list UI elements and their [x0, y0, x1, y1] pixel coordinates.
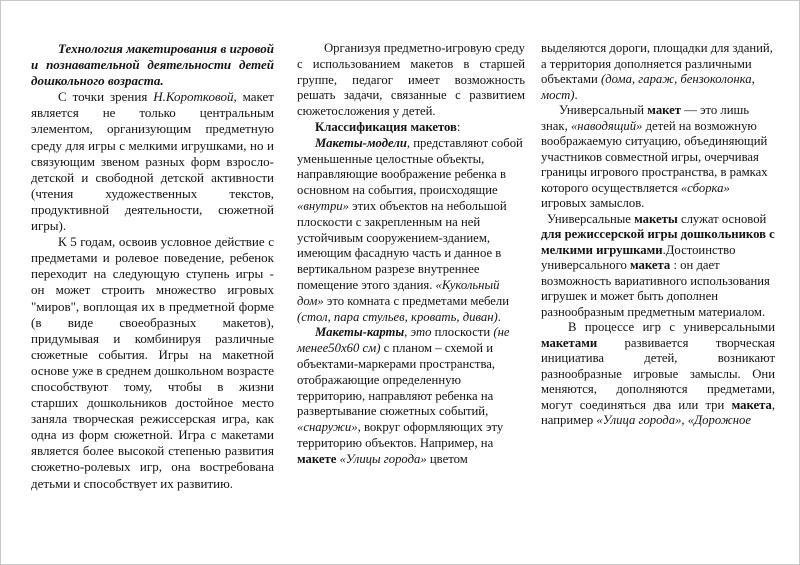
text-run: «Кукольный дом» — [297, 277, 500, 308]
text-run: игровых замыслов. — [541, 196, 645, 210]
paragraph — [31, 41, 274, 89]
text-run: — это лишь знак, — [541, 103, 750, 133]
text-run: с планом – схемой и объектами-маркерами пространства, отображающие определенную территорию, направляют ребенка на развертывание сюжетных событий, — [297, 341, 496, 419]
paragraph — [31, 89, 274, 234]
text-column-left — [31, 41, 274, 492]
text-run: выделяются дороги, площадки для зданий, а территория дополняется различными объектами — [541, 41, 773, 86]
text-run: «наводящий» — [570, 118, 643, 133]
paragraph — [297, 136, 525, 326]
text-run: , например — [541, 397, 775, 427]
text-run: С точки зрения — [58, 89, 154, 105]
text-run: макет — [647, 103, 682, 117]
text-run: , вокруг оформляющих эту территорию объектов. Например, на — [297, 420, 504, 450]
paragraph — [297, 41, 525, 120]
text-run: детей на возможную воображаемую ситуацию, объединяющий участников совместной игры, очерчивая границы игрового пространства, в рамках которого осуществляется — [541, 118, 768, 195]
text-run: Макеты-модели — [315, 135, 407, 150]
text-run: «внутри» — [297, 198, 349, 213]
text-run: (дома, гараж, бензоколонка, мост) — [541, 72, 755, 102]
text-run: для режиссерской игры дошкольников с мелкими игрушками — [541, 227, 775, 257]
text-run: Макеты-карты — [315, 325, 405, 340]
text-run: «снаружи» — [297, 420, 358, 435]
text-run: К 5 годам, освоив условное действие с предметами и ролевое поведение, ребенок переходит на следующую ступень игры - он может строить множество игровых "миров", воплощая их в предметной форме (в виде своеобразных макетов), придумывая и комбинируя различные сюжетные события. Игры на макетной основе уже в среднем дошкольном возрасте способствуют тому, чтобы в жизни старших дошкольников достойное место заняла творческая режиссерская игра, как одна из форм сюжетной. Игра с макетами является более высокой степенью развития сюжетно-ролевых игр, она востребована детьми и способствует их развитию. — [31, 234, 274, 491]
text-run: это комната с предметами мебели — [323, 293, 510, 308]
text-run: развивается творческая инициатива детей, возникают разнообразные игровые замыслы. Они меняются, дополняются предметами, могут соединяться два или три — [541, 335, 775, 412]
text-run: Организуя предметно-игровую среду с использованием макетов в старшей группе, педагог имеет возможность решать задачи, связанные с развитием сюжетосложения у детей. — [297, 41, 525, 119]
text-run: макета — [630, 258, 671, 272]
text-run: макеты — [634, 211, 678, 226]
text-run: Н.Коротковой — [153, 89, 234, 105]
text-run: служат основой — [677, 211, 767, 226]
text-run: этих объектов на небольшой плоскости с закрепленным на ней устойчивым сооружением-зданием, имеющим фасадную часть и данное в вертикальном разрезе внутреннее помещение этого здания. — [297, 198, 507, 292]
text-run: «Улицы города» — [339, 451, 427, 466]
paragraph — [541, 320, 775, 429]
text-run: . — [497, 309, 501, 324]
text-run: : — [456, 119, 461, 134]
text-run: это — [410, 325, 432, 340]
text-run: , — [404, 325, 411, 340]
text-run: , представляют собой уменьшенные целостные объекты, направляющие воображение ребенка в основном на события, происходящие — [297, 135, 523, 198]
paragraph — [541, 41, 775, 103]
text-run: Универсальные — [547, 211, 635, 226]
paragraph — [541, 103, 775, 212]
text-run: . — [574, 87, 578, 102]
text-run: Технология макетирования в игровой и познавательной деятельности детей дошкольного возраста. — [31, 41, 274, 89]
paragraph — [297, 120, 525, 136]
text-column-right — [541, 41, 775, 429]
text-run: макетами — [541, 335, 598, 350]
text-run: «сборка» — [680, 180, 730, 195]
text-run: плоскости — [431, 325, 494, 340]
paragraph — [297, 325, 525, 467]
paragraph — [31, 234, 274, 492]
text-run: : он дает возможность вариативного использования игрушек и может быть дополнен разнообразным предметным материалом. — [541, 258, 770, 319]
text-column-middle — [297, 41, 525, 468]
text-run: макета — [731, 397, 772, 412]
text-run: (не менее50х60 см) — [297, 325, 510, 356]
text-run: цветом — [426, 451, 468, 466]
text-run: макете — [297, 451, 337, 466]
text-run: «Улица города», «Дорожное — [596, 413, 751, 427]
text-run: , макет является не только центральным элементом, организующим предметную среду для игры с мелкими игрушками, но и связующим звеном разных форм взросло-детской и свободной детской активности (чтения художественных текстов, продуктивной деятельности, сюжетной игры). — [31, 89, 274, 234]
paragraph — [541, 212, 775, 321]
text-run: .Достоинство универсального — [541, 242, 736, 272]
text-run: (стол, пара стульев, кровать, диван) — [297, 309, 498, 324]
text-run: Классификация макетов — [315, 119, 457, 134]
text-run: Универсальный — [559, 103, 648, 117]
text-run: В процессе игр с универсальными — [568, 320, 775, 334]
